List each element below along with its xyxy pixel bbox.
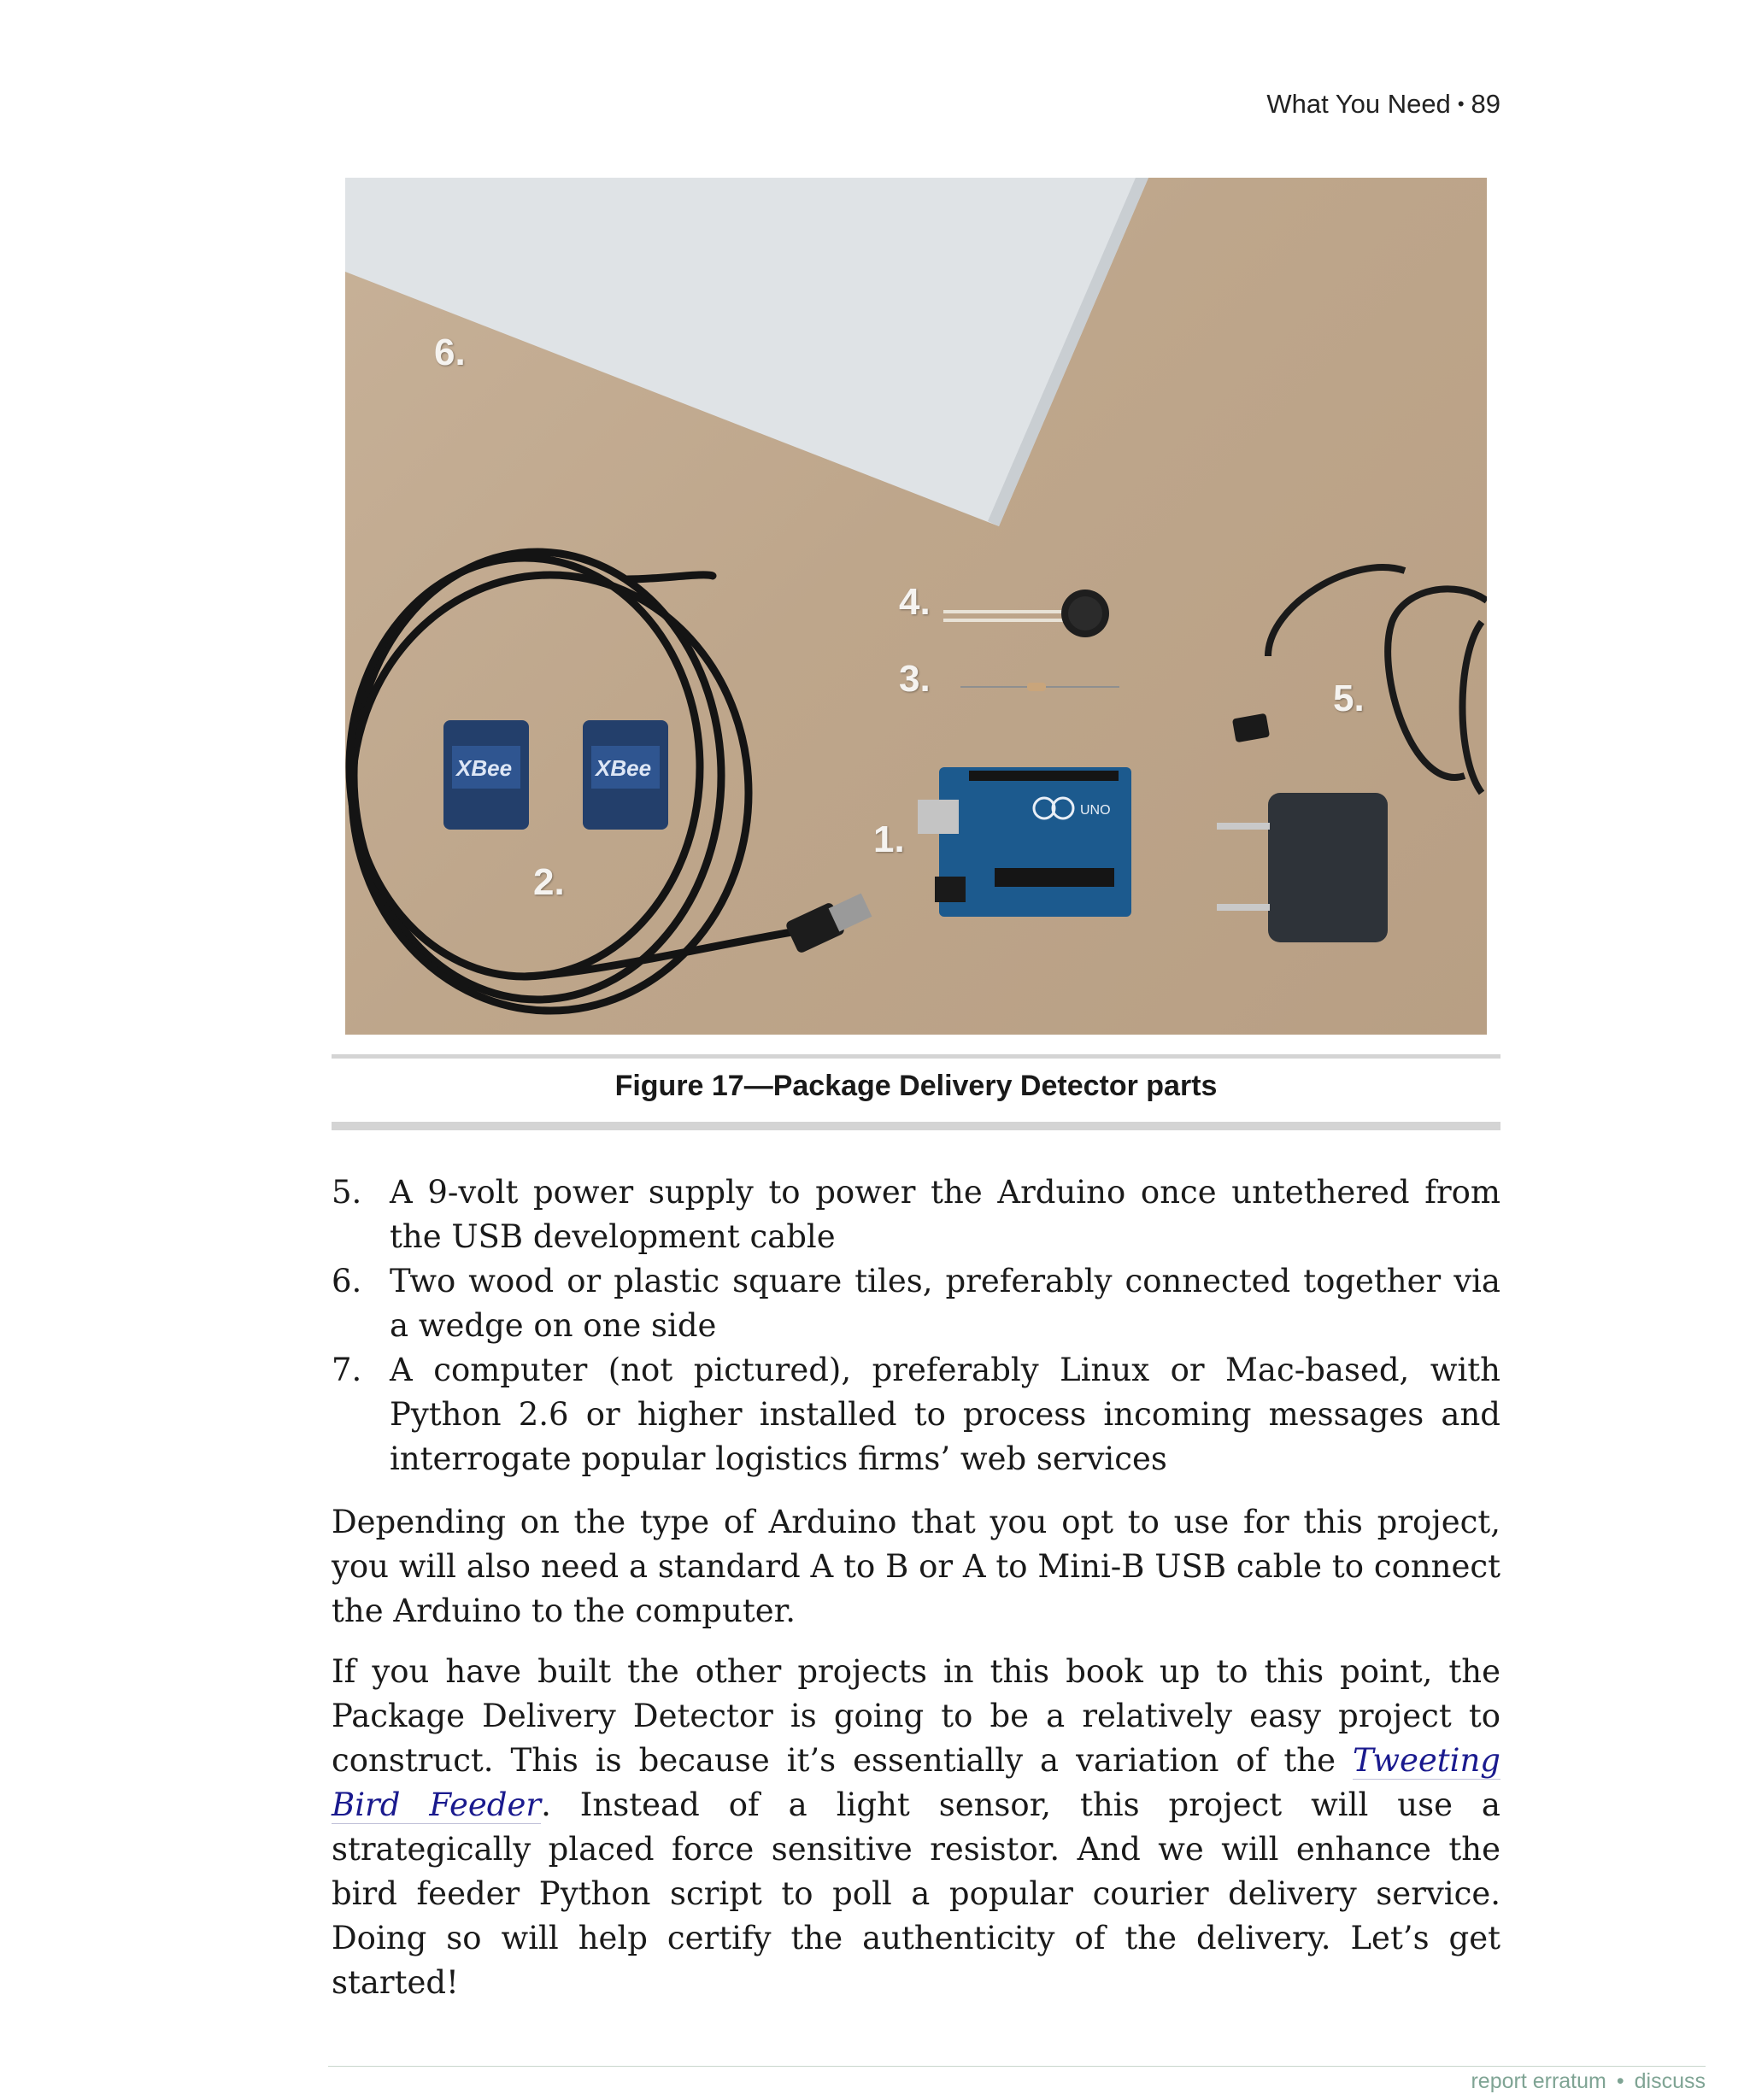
label-3: 3.	[899, 658, 931, 700]
parts-photo	[345, 178, 1487, 1035]
list-text: A 9-volt power supply to power the Arduino once untethered from the USB development cable	[390, 1174, 1500, 1255]
list-item	[332, 1348, 1500, 1481]
svg-text:UNO: UNO	[1080, 803, 1111, 818]
footer-links	[1471, 2069, 1706, 2094]
paragraph-usb-cable: Depending on the type of Arduino that you opt to use for this project, you will also need a standard A to B or A to Mini-B USB cable to connect the Arduino to the computer.	[332, 1504, 1500, 1629]
bullet-separator: •	[1457, 93, 1465, 114]
arduino-uno-board	[918, 767, 1131, 917]
label-4: 4.	[899, 581, 931, 623]
report-erratum-link[interactable]: report erratum	[1471, 2069, 1606, 2093]
usb-cable	[349, 552, 807, 1011]
list-item	[332, 1170, 1500, 1259]
svg-text:XBee: XBee	[456, 755, 513, 781]
label-6: 6.	[434, 331, 466, 373]
running-head	[1266, 89, 1500, 120]
section-title: What You Need	[1266, 89, 1451, 119]
label-5: 5.	[1333, 678, 1365, 719]
usb-plug	[784, 894, 872, 954]
paragraph-text-after: . Instead of a light sensor, this project will use a strategically placed force sensitive resistor. And we will enhance the bird feeder Python script to poll a popular courier delivery service. Doing so will help certify the authenticity of the delivery. Let’s get started!	[332, 1786, 1500, 2001]
parts-list	[332, 1170, 1500, 1481]
power-supply-cable	[1268, 567, 1487, 793]
svg-text:XBee: XBee	[596, 755, 652, 781]
page-number: 89	[1471, 89, 1500, 119]
list-text: A computer (not pictured), preferably Linux or Mac-based, with Python 2.6 or higher installed to process incoming messages and interrogate popular logistics firms’ web services	[390, 1352, 1500, 1477]
list-number: 7.	[332, 1352, 362, 1388]
footer-rule	[328, 2066, 1706, 2067]
label-1: 1.	[873, 818, 905, 860]
list-item	[332, 1259, 1500, 1348]
xbee-module-left	[443, 720, 529, 830]
force-sensitive-resistor	[943, 590, 1109, 637]
caption-rule-top	[332, 1054, 1500, 1059]
discuss-link[interactable]: discuss	[1634, 2069, 1706, 2093]
white-tile	[345, 178, 1148, 526]
footer-separator: •	[1616, 2069, 1624, 2093]
caption-rule-bottom	[332, 1122, 1500, 1130]
list-number: 5.	[332, 1174, 362, 1211]
paragraph-overview	[332, 1650, 1500, 2005]
label-2: 2.	[533, 861, 565, 903]
power-adapter	[1217, 713, 1388, 942]
xbee-module-right	[583, 720, 668, 830]
figure-caption: Figure 17—Package Delivery Detector parts	[614, 1070, 1218, 1102]
list-number: 6.	[332, 1263, 362, 1299]
resistor	[960, 683, 1119, 691]
paragraph-text-before: If you have built the other projects in this book up to this point, the Package Delivery Detector is going to be a relatively easy project to construct. This is because it’s essentially a variation of the	[332, 1653, 1500, 1779]
tweeting-bird-feeder-link[interactable]: Tweeting Bird Feeder	[332, 1742, 1500, 1823]
list-text: Two wood or plastic square tiles, preferably connected together via a wedge on one side	[390, 1263, 1500, 1344]
